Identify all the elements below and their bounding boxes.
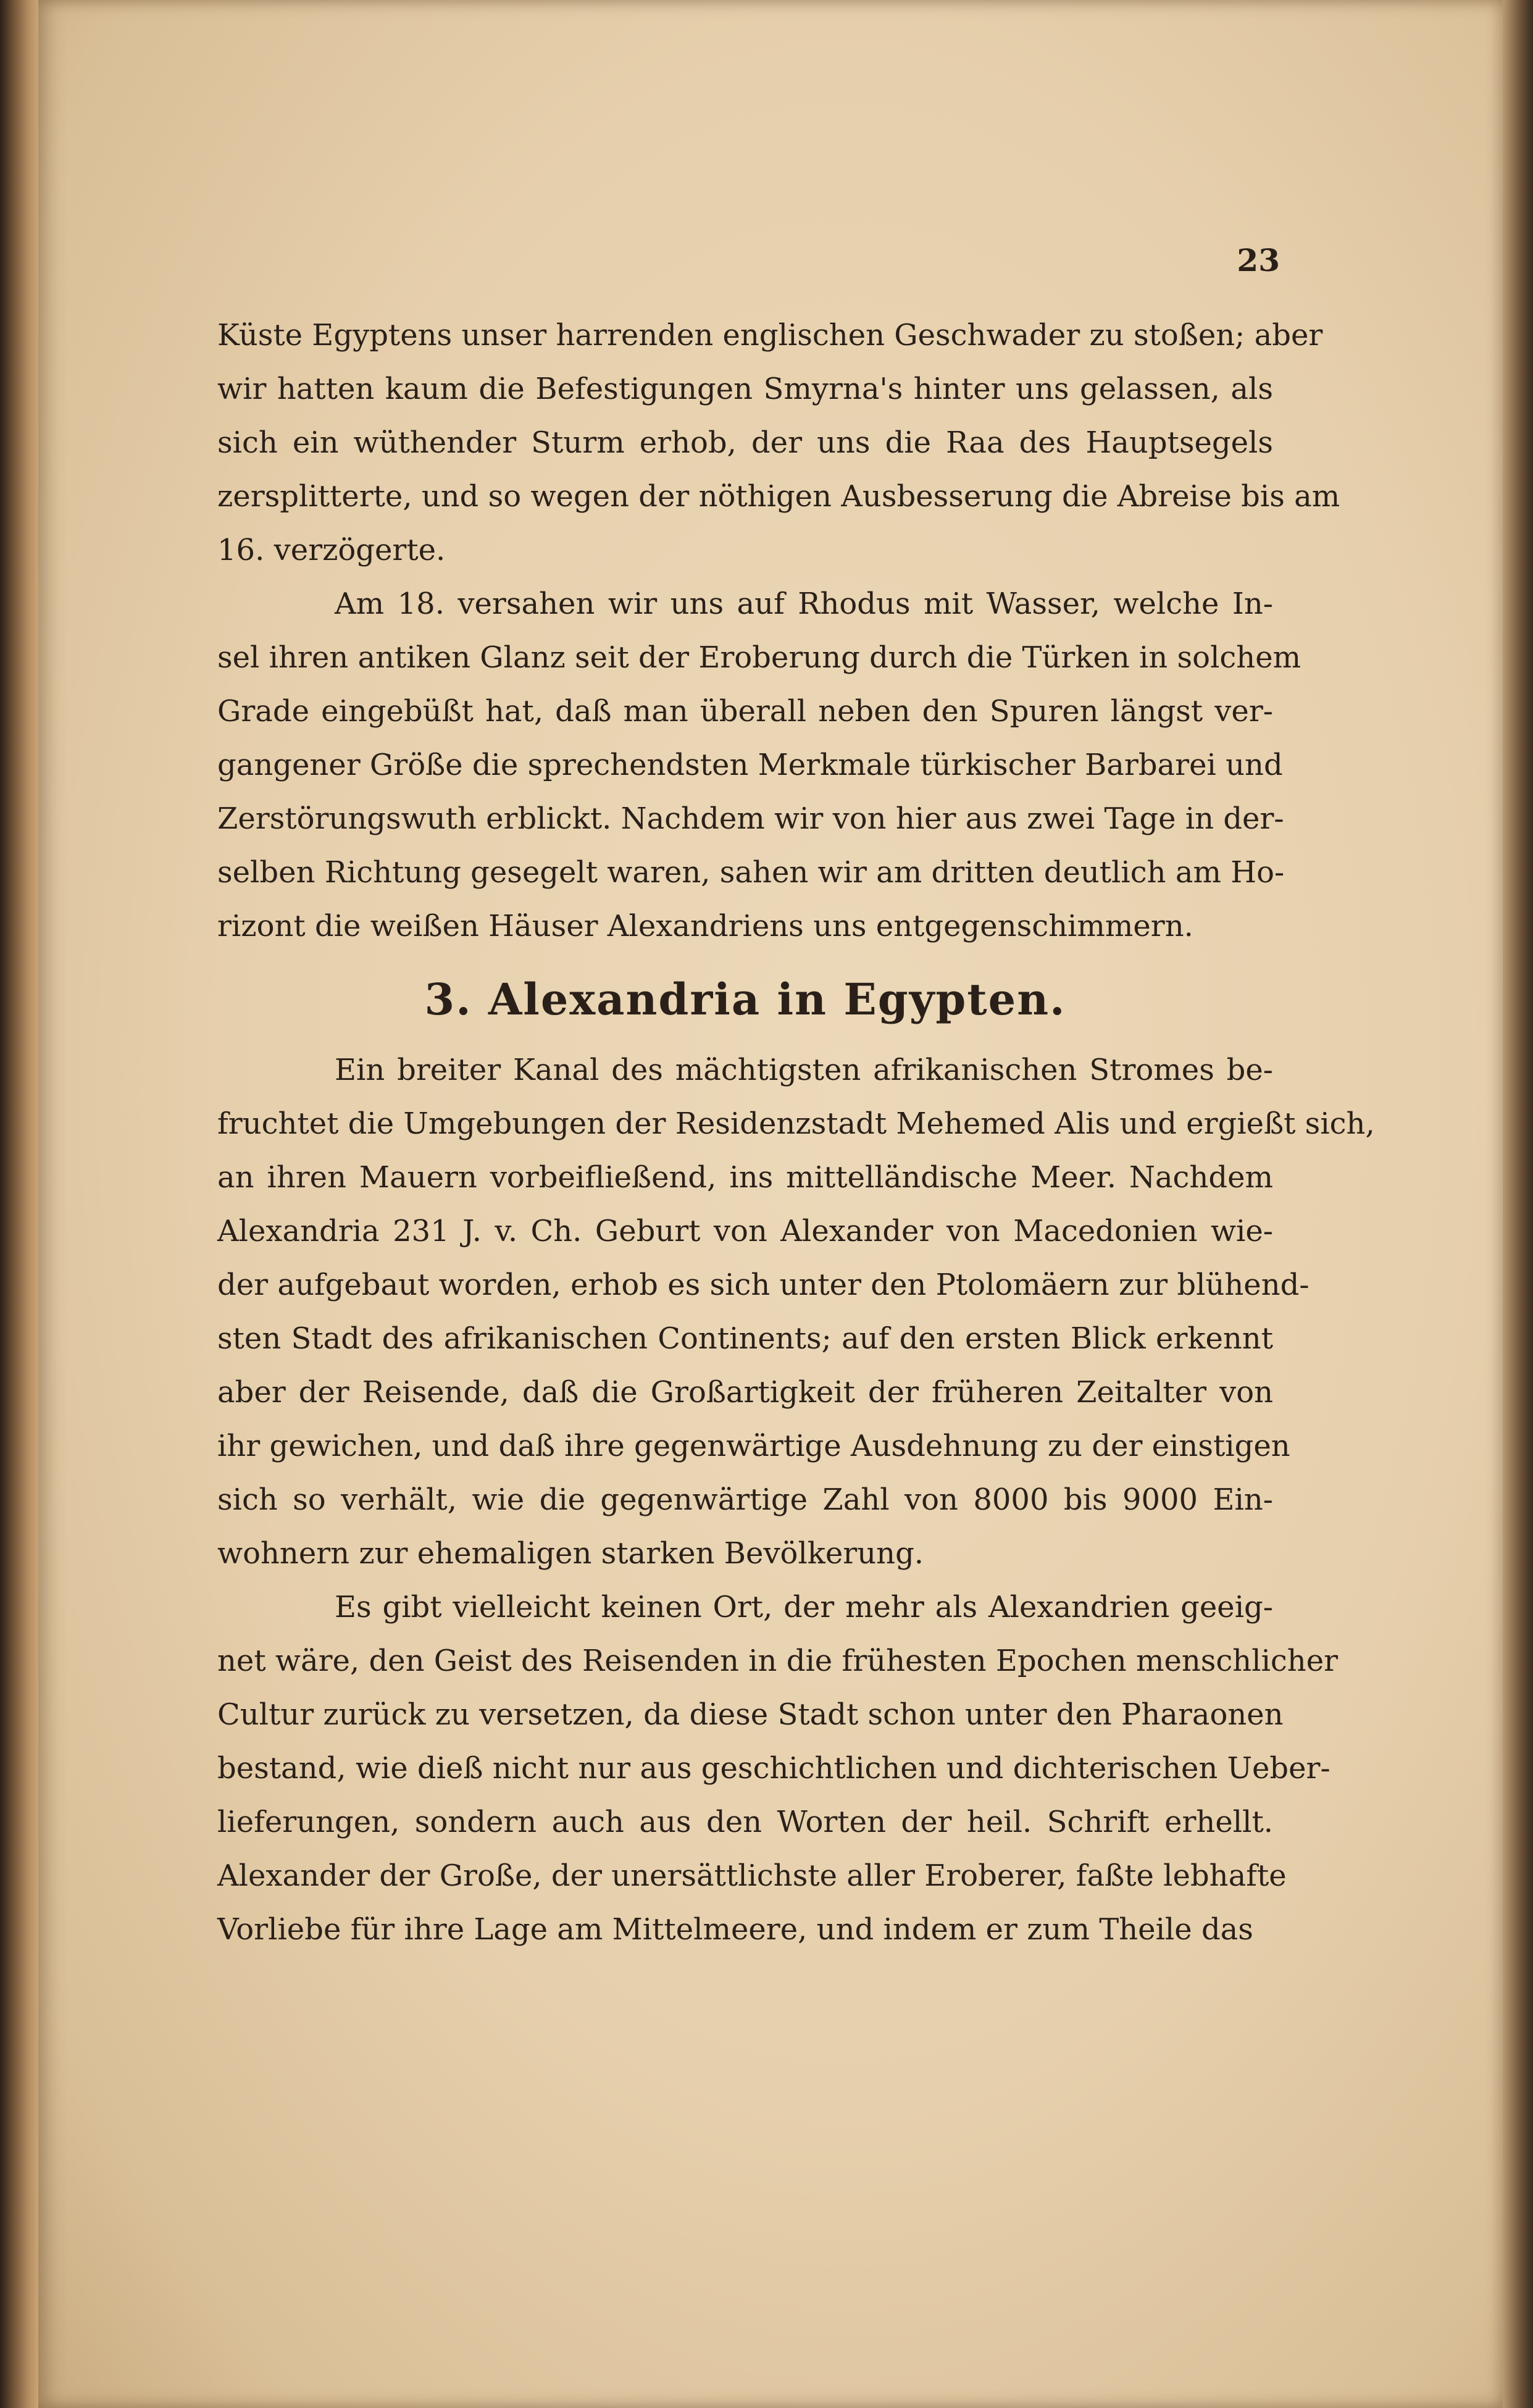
text-line: sich ein wüthender Sturm erhob, der uns die Raa des Hauptsegels (217, 425, 1273, 460)
text-line: Alexander der Große, der unersättlichste aller Eroberer, faßte lebhafte (217, 1858, 1287, 1893)
paragraph (217, 1581, 1339, 1957)
text-line: ihr gewichen, und daß ihre gegenwärtige Ausdehnung zu der einstigen (217, 1429, 1290, 1463)
text-line: Grade eingebüßt hat, daß man überall neben den Spuren längst ver- (217, 694, 1273, 729)
text-line: Ein breiter Kanal des mächtigsten afrikanischen Stromes be- (335, 1053, 1273, 1087)
text-line: Am 18. versahen wir uns auf Rhodus mit Wasser, welche In- (335, 587, 1273, 621)
paragraph (217, 309, 1340, 577)
text-line: 16. verzögerte. (217, 533, 446, 567)
paragraph (217, 1043, 1375, 1581)
text-line: aber der Reisende, daß die Großartigkeit der früheren Zeitalter von (217, 1375, 1273, 1410)
text-line: der aufgebaut worden, erhob es sich unter den Ptolomäern zur blühend- (217, 1268, 1310, 1302)
text-line: Küste Egyptens unser harrenden englischen Geschwader zu stoßen; aber (217, 318, 1323, 353)
book-spine-shadow (0, 0, 38, 2408)
text-line: sich so verhält, wie die gegenwärtige Zahl von 8000 bis 9000 Ein- (217, 1482, 1273, 1517)
page-number: 23 (1237, 242, 1280, 278)
text-line: fruchtet die Umgebungen der Residenzstadt Mehemed Alis und ergießt sich, (217, 1106, 1375, 1141)
text-line: an ihren Mauern vorbeifließend, ins mittelländische Meer. Nachdem (217, 1160, 1273, 1195)
text-line: selben Richtung gesegelt waren, sahen wir am dritten deutlich am Ho- (217, 855, 1285, 890)
text-line: lieferungen, sondern auch aus den Worten der heil. Schrift erhellt. (217, 1805, 1273, 1839)
text-line: Es gibt vielleicht keinen Ort, der mehr als Alexandrien geeig- (335, 1590, 1273, 1624)
text-line: sten Stadt des afrikanischen Continents; auf den ersten Blick erkennt (217, 1321, 1273, 1356)
page-edge (1503, 0, 1533, 2408)
text-line: net wäre, den Geist des Reisenden in die frühesten Epochen menschlicher (217, 1644, 1339, 1678)
section-heading (217, 959, 1273, 1040)
body-text (217, 309, 1375, 1957)
text-line: wir hatten kaum die Befestigungen Smyrna's hinter uns gelassen, als (217, 372, 1273, 406)
text-line: zersplitterte, und so wegen der nöthigen Ausbesserung die Abreise bis am (217, 479, 1340, 514)
text-line: Vorliebe für ihre Lage am Mittelmeere, und indem er zum Theile das (217, 1912, 1253, 1947)
text-line: Cultur zurück zu versetzen, da diese Stadt schon unter den Pharaonen (217, 1697, 1284, 1732)
text-line: sel ihren antiken Glanz seit der Eroberung durch die Türken in solchem (217, 640, 1301, 675)
text-line: rizont die weißen Häuser Alexandriens uns entgegenschimmern. (217, 909, 1193, 943)
text-line: Alexandria 231 J. v. Ch. Geburt von Alexander von Macedonien wie- (217, 1214, 1273, 1248)
text-line: wohnern zur ehemaligen starken Bevölkerung. (217, 1536, 924, 1571)
heading-text: 3. Alexandria in Egypten. (424, 974, 1066, 1025)
text-line: Zerstörungswuth erblickt. Nachdem wir von hier aus zwei Tage in der- (217, 801, 1284, 836)
paragraph (217, 577, 1301, 953)
text-line: bestand, wie dieß nicht nur aus geschichtlichen und dichterischen Ueber- (217, 1751, 1330, 1786)
text-line: gangener Größe die sprechendsten Merkmale türkischer Barbarei und (217, 748, 1283, 782)
